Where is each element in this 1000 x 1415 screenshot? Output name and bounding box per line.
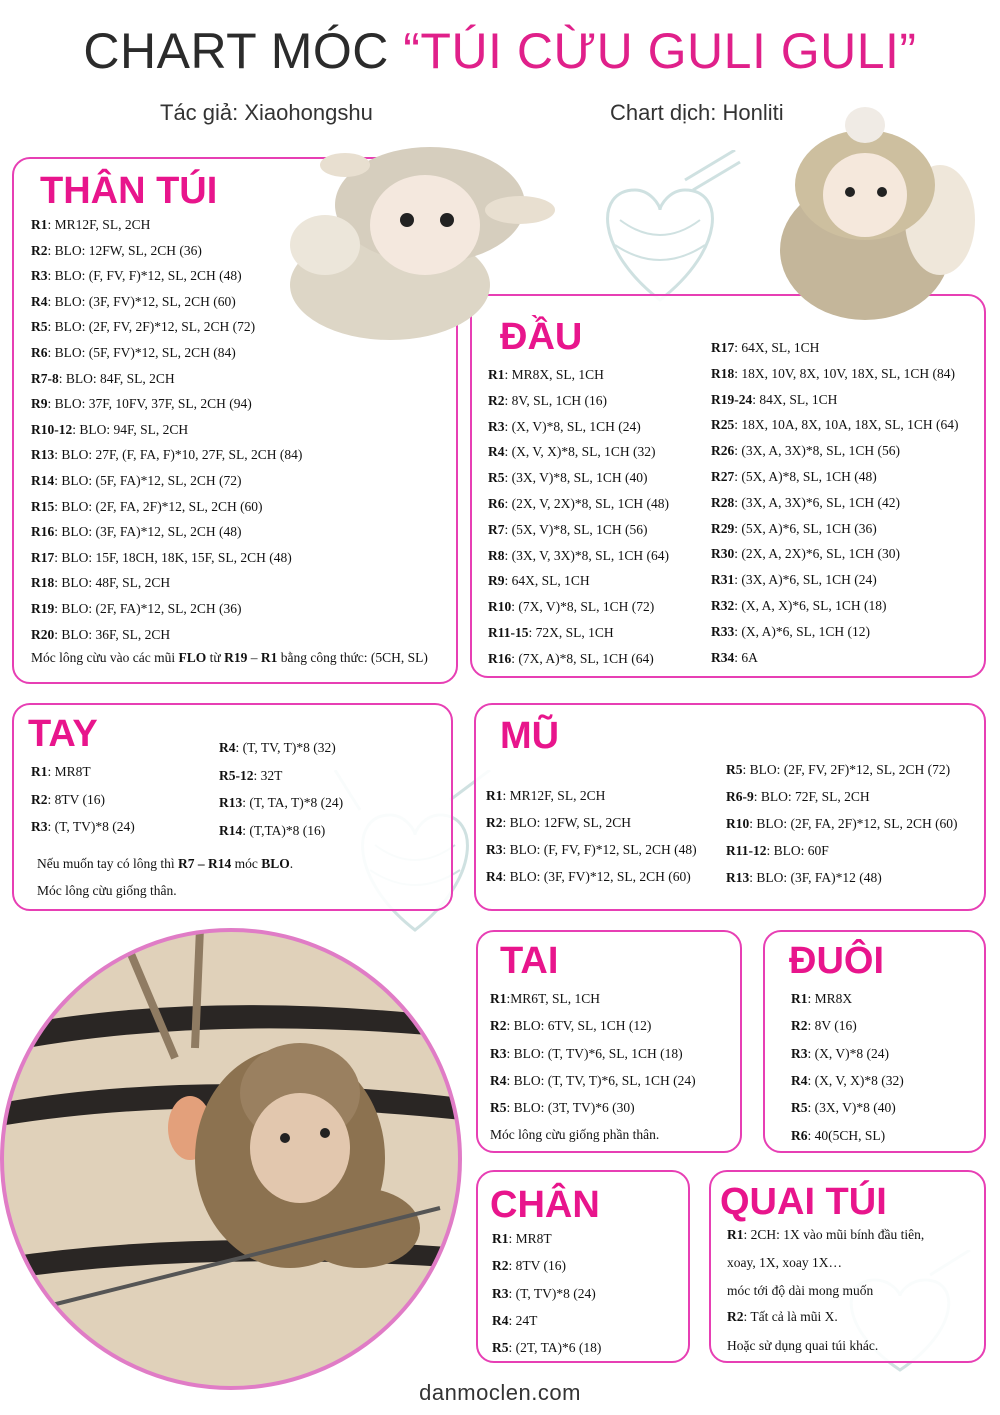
lamb-bag-photo: [0, 928, 462, 1390]
dau-row: R25: 18X, 10A, 8X, 10A, 18X, SL, 1CH (64): [711, 417, 959, 433]
mu-row: R2: BLO: 12FW, SL, 2CH: [486, 815, 632, 830]
than-tui-row: R17: BLO: 15F, 18CH, 18K, 15F, SL, 2CH (48): [31, 549, 292, 565]
dau-row: R17: 64X, SL, 1CH: [711, 340, 820, 355]
dau-row: R5: (3X, V)*8, SL, 1CH (40): [488, 470, 648, 486]
tai-heading: TAI: [500, 940, 559, 982]
tay-row: R13: (T, TA, T)*8 (24): [219, 795, 344, 810]
dau-row: R10: (7X, V)*8, SL, 1CH (72): [488, 599, 655, 615]
tai-row: R1:MR6T, SL, 1CH: [490, 991, 601, 1006]
quai-r2: R2: Tất cả là mũi X.: [727, 1309, 838, 1324]
chan-row: R2: 8TV (16): [492, 1258, 566, 1274]
dau-row: R30: (2X, A, 2X)*6, SL, 1CH (30): [711, 546, 900, 562]
quai-r1-line3: móc tới độ dài mong muốn: [727, 1283, 874, 1298]
duoi-row: R4: (X, V, X)*8 (32): [791, 1072, 904, 1088]
mu-row: R5: BLO: (2F, FV, 2F)*12, SL, 2CH (72): [726, 762, 951, 777]
mu-heading: MŨ: [500, 715, 560, 757]
chan-row: R1: MR8T: [492, 1231, 552, 1246]
duoi-row: R1: MR8X: [791, 991, 853, 1006]
duoi-row: R3: (X, V)*8 (24): [791, 1045, 889, 1061]
dau-row: R9: 64X, SL, 1CH: [488, 573, 590, 589]
dau-row: R32: (X, A, X)*6, SL, 1CH (18): [711, 598, 887, 613]
footer-website: danmoclen.com: [419, 1380, 581, 1405]
lamb-bag-photo-small-left: [285, 135, 565, 350]
tai-note: Móc lông cừu giống phần thân.: [490, 1127, 660, 1142]
chan-row: R3: (T, TV)*8 (24): [492, 1285, 596, 1301]
author-credit: Tác giả: Xiaohongshu: [160, 100, 373, 125]
chan-row: R5: (2T, TA)*6 (18): [492, 1340, 602, 1356]
translator-credit: Chart dịch: Honliti: [610, 100, 784, 125]
tay-row: R1: MR8T: [31, 764, 91, 779]
tay-note-1: Nếu muốn tay có lông thì R7 – R14 móc BLO.: [37, 856, 294, 871]
dau-row: R16: (7X, A)*8, SL, 1CH (64): [488, 650, 654, 666]
than-tui-row: R15: BLO: (2F, FA, 2F)*12, SL, 2CH (60): [31, 498, 263, 514]
than-tui-row: R13: BLO: 27F, (F, FA, F)*10, 27F, SL, 2CH (84): [31, 447, 303, 463]
chan-heading: CHÂN: [490, 1184, 600, 1226]
dau-row: R34: 6A: [711, 649, 758, 665]
than-tui-row: R19: BLO: (2F, FA)*12, SL, 2CH (36): [31, 601, 242, 616]
than-tui-row: R4: BLO: (3F, FV)*12, SL, 2CH (60): [31, 293, 236, 309]
than-tui-row: R3: BLO: (F, FV, F)*12, SL, 2CH (48): [31, 268, 242, 284]
dau-row: R18: 18X, 10V, 8X, 10V, 18X, SL, 1CH (84): [711, 365, 956, 381]
lamb-bag-photo-small-right: [770, 100, 985, 330]
tay-row: R14: (T,TA)*8 (16): [219, 822, 326, 838]
quai-note: Hoặc sử dụng quai túi khác.: [727, 1338, 879, 1353]
than-tui-row: R6: BLO: (5F, FV)*12, SL, 2CH (84): [31, 345, 236, 360]
mu-row: R10: BLO: (2F, FA, 2F)*12, SL, 2CH (60): [726, 816, 958, 831]
dau-row: R6: (2X, V, 2X)*8, SL, 1CH (48): [488, 496, 670, 511]
tai-row: R4: BLO: (T, TV, T)*6, SL, 1CH (24): [490, 1072, 696, 1088]
tay-row: R4: (T, TV, T)*8 (32): [219, 740, 336, 755]
tai-row: R2: BLO: 6TV, SL, 1CH (12): [490, 1018, 652, 1034]
duoi-row: R5: (3X, V)*8 (40): [791, 1100, 896, 1116]
quai-tui-heading: QUAI TÚI: [720, 1181, 887, 1223]
duoi-row: R6: 40(5CH, SL): [791, 1127, 886, 1143]
dau-row: R1: MR8X, SL, 1CH: [488, 367, 604, 382]
duoi-row: R2: 8V (16): [791, 1018, 857, 1034]
dau-row: R4: (X, V, X)*8, SL, 1CH (32): [488, 444, 656, 460]
than-tui-row: R16: BLO: (3F, FA)*12, SL, 2CH (48): [31, 524, 242, 540]
dau-row: R3: (X, V)*8, SL, 1CH (24): [488, 418, 641, 434]
quai-r1-line1: R1: 2CH: 1X vào mũi bính đầu tiên,: [727, 1227, 925, 1242]
tay-note-2: Móc lông cừu giống thân.: [37, 883, 177, 898]
than-tui-row: R14: BLO: (5F, FA)*12, SL, 2CH (72): [31, 473, 242, 488]
dau-row: R11-15: 72X, SL, 1CH: [488, 625, 614, 640]
than-tui-row: R9: BLO: 37F, 10FV, 37F, SL, 2CH (94): [31, 396, 252, 412]
dau-heading: ĐẦU: [500, 316, 583, 358]
mu-row: R11-12: BLO: 60F: [726, 843, 829, 858]
than-tui-row: R20: BLO: 36F, SL, 2CH: [31, 626, 171, 642]
than-tui-row: R1: MR12F, SL, 2CH: [31, 217, 151, 232]
dau-row: R33: (X, A)*6, SL, 1CH (12): [711, 623, 870, 639]
than-tui-row: R5: BLO: (2F, FV, 2F)*12, SL, 2CH (72): [31, 319, 256, 335]
dau-row: R2: 8V, SL, 1CH (16): [488, 392, 608, 408]
than-tui-row: R7-8: BLO: 84F, SL, 2CH: [31, 370, 175, 386]
tay-row: R5-12: 32T: [219, 767, 283, 783]
mu-row: R1: MR12F, SL, 2CH: [486, 788, 606, 803]
page-title: [0, 22, 1000, 80]
quai-r1-line2: xoay, 1X, xoay 1X…: [727, 1255, 842, 1270]
than-tui-row: R2: BLO: 12FW, SL, 2CH (36): [31, 242, 202, 258]
mu-row: R3: BLO: (F, FV, F)*12, SL, 2CH (48): [486, 842, 697, 857]
dau-row: R7: (5X, V)*8, SL, 1CH (56): [488, 521, 648, 537]
tay-row: R3: (T, TV)*8 (24): [31, 819, 135, 834]
than-tui-heading: THÂN TÚI: [40, 170, 218, 212]
mu-row: R4: BLO: (3F, FV)*12, SL, 2CH (60): [486, 869, 691, 884]
dau-row: R19-24: 84X, SL, 1CH: [711, 391, 838, 407]
duoi-heading: ĐUÔI: [789, 940, 884, 982]
dau-row: R27: (5X, A)*8, SL, 1CH (48): [711, 469, 877, 484]
tai-row: R3: BLO: (T, TV)*6, SL, 1CH (18): [490, 1045, 683, 1061]
tay-row: R2: 8TV (16): [31, 791, 105, 807]
chan-row: R4: 24T: [492, 1312, 538, 1328]
dau-row: R28: (3X, A, 3X)*6, SL, 1CH (42): [711, 494, 900, 510]
title-accent: “TÚI CỪU GULI GULI”: [403, 23, 917, 79]
dau-row: R31: (3X, A)*6, SL, 1CH (24): [711, 572, 877, 588]
dau-row: R29: (5X, A)*6, SL, 1CH (36): [711, 520, 877, 536]
dau-row: R26: (3X, A, 3X)*8, SL, 1CH (56): [711, 443, 900, 459]
than-tui-row: R10-12: BLO: 94F, SL, 2CH: [31, 421, 189, 437]
than-tui-note: Móc lông cừu vào các mũi FLO từ R19 – R1 bằng công thức: (5CH, SL): [31, 650, 428, 665]
mu-row: R13: BLO: (3F, FA)*12 (48): [726, 870, 882, 885]
tai-row: R5: BLO: (3T, TV)*6 (30): [490, 1100, 635, 1116]
title-main: CHART MÓC: [83, 23, 404, 79]
than-tui-row: R18: BLO: 48F, SL, 2CH: [31, 575, 171, 591]
mu-row: R6-9: BLO: 72F, SL, 2CH: [726, 789, 870, 804]
tay-heading: TAY: [28, 713, 98, 755]
dau-row: R8: (3X, V, 3X)*8, SL, 1CH (64): [488, 547, 670, 563]
